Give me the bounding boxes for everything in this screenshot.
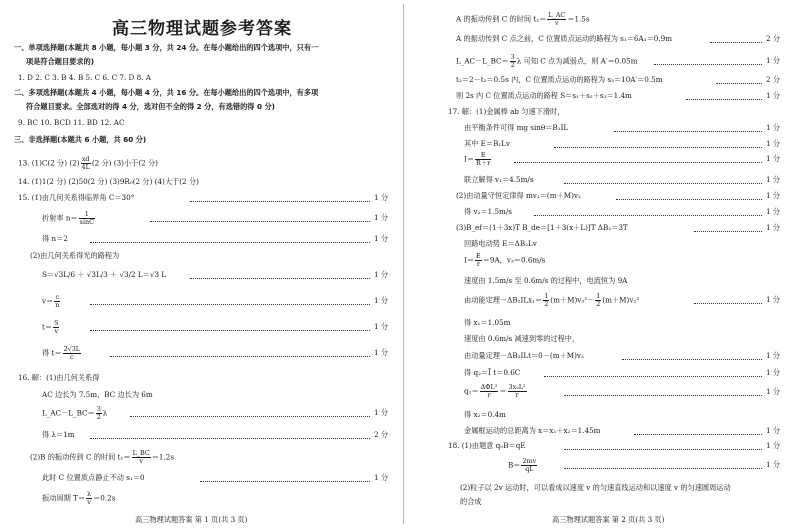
q13-text: 13. (1)C(2 分) (2) (18, 158, 80, 168)
q15-step-8 (42, 346, 82, 361)
q17-step-14: 速度由 0.6m/s 减速到零的过程中， (464, 334, 580, 343)
leader-dots (716, 83, 762, 84)
denominator: qL (525, 465, 534, 473)
numerator: ΔΦL² (480, 383, 498, 391)
formula-fraction (79, 211, 95, 226)
score-label: 1 分 (766, 207, 781, 216)
score-label: 1 分 (766, 154, 781, 163)
score-label: 1 分 (766, 387, 781, 396)
q17-step-3: 其中 E＝B₁Lv (464, 139, 511, 148)
leader-dots (190, 201, 370, 202)
section-multi-choice-heading-cont: 符合题目要求。全部选对的得 4 分，选对但不全的得 2 分，有选错的得 0 分) (26, 102, 275, 111)
formula-fraction (86, 491, 92, 506)
leader-dots (200, 481, 370, 482)
q13-fraction (81, 156, 91, 171)
score-label: 2 分 (766, 75, 781, 84)
section-single-choice-heading-cont: 项是符合题目要求的) (26, 57, 94, 66)
numerator: L_BC (132, 449, 150, 457)
score-label: 1 分 (374, 234, 389, 243)
numerator: 1 (596, 292, 601, 300)
q15-step-5: S＝√3L/6 ＋ √3L/3 ＋ √3/2 L＝√3 L (42, 270, 167, 279)
numerator: 3 (510, 53, 515, 61)
leader-dots (90, 242, 370, 243)
numerator: L_AC (548, 11, 566, 19)
formula-lead: A 的振动传到 C 的时间 t₂＝ (456, 14, 547, 24)
leader-dots (110, 356, 370, 357)
formula-tail: ＝1.5s (567, 14, 590, 24)
q16-step-4: 得 λ＝1m (42, 430, 75, 439)
formula-lead: 折射率 n＝ (42, 213, 78, 223)
leader-dots (90, 304, 370, 305)
q17-step-5: 联立解得 v₁＝4.5m/s (464, 175, 534, 184)
denominator: 2 (596, 300, 601, 308)
score-label: 1 分 (374, 270, 389, 279)
q15-step-1: 15. (1)由几何关系得临界角 C＝30° (18, 193, 135, 202)
formula-tail: ＝9A，v₃＝0.6m/s (482, 255, 546, 265)
score-label: 2 分 (374, 430, 389, 439)
leader-dots (534, 215, 762, 216)
q15-step-2 (42, 211, 96, 226)
formula-fraction (510, 54, 516, 69)
q16-step-7 (42, 491, 115, 506)
score-label: 1 分 (766, 351, 781, 360)
q17-step-12 (464, 293, 639, 308)
score-label: 1 分 (374, 473, 389, 482)
q17-step-15: 由动量定理－ΔB₂ILt＝0－(m＋M)v₃ (464, 351, 584, 360)
formula-fraction (595, 293, 601, 308)
score-label: 1 分 (766, 295, 781, 304)
denominator: 2 (544, 300, 549, 308)
denominator: r (487, 391, 491, 399)
score-label: 1 分 (766, 368, 781, 377)
q13-answer (18, 156, 158, 171)
q17-step-8: (3)B_ef＝(1＋3x)T B_de＝[1＋3(x＋L)]T ΔB₂＝3T (456, 223, 628, 232)
leader-dots (710, 42, 762, 43)
formula-mid: ＝ (499, 386, 507, 396)
leader-dots (90, 438, 370, 439)
numerator: E (476, 252, 481, 260)
leader-dots (622, 359, 762, 360)
leader-dots (694, 231, 762, 232)
leader-dots (564, 395, 762, 396)
formula-tail: λ 可知 C 点为减弱点，则 A′＝0.05m (516, 56, 638, 66)
denominator: 2 (96, 413, 101, 421)
q17-step-1: 17. 解：(1)金属棒 ab 匀速下滑时， (448, 107, 565, 116)
score-label: 1 分 (766, 191, 781, 200)
document-title: 高三物理试题参考答案 (112, 19, 292, 39)
q17-step-19: 金属框运动的总距离为 x＝x₁＋x₂＝1.45m (464, 426, 601, 435)
q16-step-1: 16. 解：(1)由几何关系得 (18, 373, 100, 382)
formula-tail: λ (102, 408, 108, 418)
leader-dots (634, 434, 762, 435)
q17-step-4 (464, 152, 492, 167)
score-label: 1 分 (766, 175, 781, 184)
formula-lead: q₂＝ (464, 386, 479, 396)
section-single-choice-heading: 一、单项选择题(本题共 8 小题，每小题 3 分，共 24 分。在每小题给出的四个选项中，只有一 (14, 43, 319, 52)
q15-step-6 (42, 294, 61, 309)
denominator: R＋r (476, 159, 491, 167)
denominator: sinC (79, 218, 95, 226)
q18-step-1: 18. (1)由题意 q₀B＝qE (448, 441, 526, 450)
q17-step-7: 得 v₂＝1.5m/s (464, 207, 512, 216)
formula-fraction (96, 406, 102, 421)
score-label: 1 分 (766, 460, 781, 469)
formula-lead: I＝ (464, 255, 475, 265)
leader-dots (564, 183, 762, 184)
formula-lead: t＝ (42, 322, 53, 332)
score-label: 1 分 (766, 139, 781, 148)
formula-fraction (475, 253, 482, 268)
numerator: 2√3L (63, 345, 81, 353)
numerator: 1 (544, 292, 549, 300)
denominator: n (55, 301, 60, 309)
page-footer: 高三物理试题答案 第 2 页(共 3 页) (552, 515, 665, 524)
answer-page-2 (404, 0, 794, 532)
r-step-5: 则 2s 内 C 位置质点运动的路程 S＝s₁＋s₂＋s₃＝1.4m (456, 91, 632, 100)
section-multi-choice-heading: 二、多项选择题(本题共 4 小题，每小题 4 分，共 16 分。在每小题给出的四个选项中，有多项 (14, 88, 319, 97)
q15-step-7 (42, 320, 60, 335)
r-step-1 (456, 12, 590, 27)
formula-fraction (132, 450, 151, 465)
formula-lead: (2)B 的振动传到 C 的时间 t₁＝ (30, 452, 131, 462)
leader-dots (564, 449, 762, 450)
leader-dots (190, 278, 370, 279)
leader-dots (130, 416, 370, 417)
q15-step-3: 得 n＝2 (42, 234, 68, 243)
formula-tail: (m＋M)v₂² (602, 295, 640, 305)
denominator: v (87, 498, 91, 506)
single-choice-answers: 1. D 2. C 3. B 4. B 5. C 6. C 7. D 8. A (18, 73, 151, 82)
formula-fraction (54, 294, 60, 309)
formula-lead: 振动周期 T＝ (42, 493, 86, 503)
formula-fraction (543, 293, 549, 308)
q17-step-13: 得 x₁＝1.05m (464, 318, 511, 327)
r-step-3 (456, 54, 638, 69)
leader-dots (514, 162, 762, 163)
score-label: 2 分 (766, 34, 781, 43)
section-non-choice-heading: 三、非选择题(本题共 6 小题，共 60 分) (14, 135, 147, 144)
score-label: 1 分 (766, 223, 781, 232)
formula-fraction (521, 458, 537, 473)
score-label: 1 分 (374, 322, 389, 331)
score-label: 1 分 (766, 426, 781, 435)
score-label: 1 分 (374, 213, 389, 222)
q17-step-2: 由平衡条件可得 mg sinθ＝B₁IL (464, 123, 569, 132)
numerator: 1 (79, 211, 95, 219)
score-label: 1 分 (374, 408, 389, 417)
formula-fraction (480, 384, 499, 399)
leader-dots (686, 99, 762, 100)
page-footer: 高三物理试题答案 第 1 页(共 3 页) (135, 515, 248, 524)
q16-step-6: 此时 C 位置质点静止不动 s₁＝0 (42, 473, 145, 482)
formula-mid: (m＋M)v₃²－ (550, 295, 595, 305)
q17-step-6: (2)由动量守恒定律得 mv₁＝(m＋M)v₂ (456, 191, 581, 200)
score-label: 1 分 (766, 56, 781, 65)
score-label: 1 分 (374, 193, 389, 202)
q17-step-9: 回路电动势 E＝ΔB₂Lv (464, 239, 537, 248)
numerator: 3x₂L² (508, 383, 526, 391)
r-step-2: A 的振动传到 C 点之前，C 位置质点运动的路程为 s₁＝6A₁＝0.9m (456, 34, 673, 43)
denominator: r (515, 391, 519, 399)
numerator: λ (87, 490, 92, 498)
denominator: c (69, 353, 74, 361)
q15-step-4: (2)由几何关系得光的路程为 (30, 251, 120, 260)
score-label: 1 分 (374, 348, 389, 357)
q17-step-16: 得 q₂＝Ī t＝0.6C (464, 368, 521, 377)
formula-lead: I＝ (464, 154, 475, 164)
score-label: 1 分 (766, 91, 781, 100)
q17-step-18: 得 x₂＝0.4m (464, 410, 506, 419)
formula-fraction (63, 346, 81, 361)
numerator: 3 (96, 405, 101, 413)
leader-dots (554, 147, 762, 148)
formula-lead: L_AC－L_BC＝ (456, 56, 509, 66)
score-label: 1 分 (766, 441, 781, 450)
numerator: c (55, 293, 60, 301)
score-label: 1 分 (374, 296, 389, 305)
numerator: E (475, 152, 491, 160)
q17-step-17 (464, 384, 528, 399)
formula-lead: B＝ (508, 460, 521, 470)
q17-step-10 (464, 253, 545, 268)
leader-dots (694, 303, 762, 304)
denominator: v (139, 457, 143, 465)
r-step-4: t₃＝2－t₂＝0.5s 内，C 位置质点运动的路程为 s₃＝10A′＝0.5m (456, 75, 663, 84)
q18-step-3: (2)粒子以 2v 运动时，可以看成以速度 v 的匀速直线运动和以速度 v 的匀速圆周运动 (460, 483, 731, 492)
denominator: 4L (81, 163, 90, 171)
q16-step-2: AC 边长为 7.5m，BC 边长为 6m (42, 390, 153, 399)
multi-choice-answers: 9. BC 10. BCD 11. BD 12. AC (18, 118, 125, 127)
denominator: v (554, 19, 559, 27)
q18-step-4: 的合成 (460, 497, 482, 506)
q16-step-5 (30, 450, 174, 465)
score-label: 1 分 (766, 123, 781, 132)
formula-lead: v＝ (42, 296, 54, 306)
leader-dots (614, 131, 762, 132)
q14-answer: 14. (1)1(2 分) (2)50(2 分) (3)9R₀(2 分) (4)大于(2 分) (18, 177, 199, 186)
formula-tail: ＝1.2s (151, 452, 175, 462)
q18-step-2 (508, 458, 538, 473)
formula-lead: 由动能定理－ΔB₂ILx₁＝ (464, 295, 543, 305)
formula-lead: L_AC－L_BC＝ (42, 408, 95, 418)
numerator: S (54, 319, 59, 327)
denominator: r (476, 260, 480, 268)
leader-dots (616, 199, 762, 200)
leader-dots (544, 376, 762, 377)
q17-step-11: 速度由 1.5m/s 至 0.6m/s 的过程中，电流恒为 9A (464, 276, 628, 285)
denominator: 2 (510, 61, 515, 69)
leader-dots (654, 64, 762, 65)
leader-dots (564, 468, 762, 469)
numerator: xd (81, 155, 90, 163)
numerator: 2mv (522, 457, 537, 465)
q16-step-3 (42, 406, 107, 421)
leader-dots (90, 330, 370, 331)
leader-dots (150, 221, 370, 222)
denominator: v (54, 327, 59, 335)
formula-fraction (475, 152, 491, 167)
formula-lead: 得 t＝ (42, 348, 62, 358)
formula-fraction (508, 384, 527, 399)
formula-tail: ＝0.2s (93, 493, 116, 503)
formula-fraction (53, 320, 59, 335)
formula-fraction (547, 12, 566, 27)
q13-tail: (2 分) (3)小于(2 分) (91, 158, 158, 168)
